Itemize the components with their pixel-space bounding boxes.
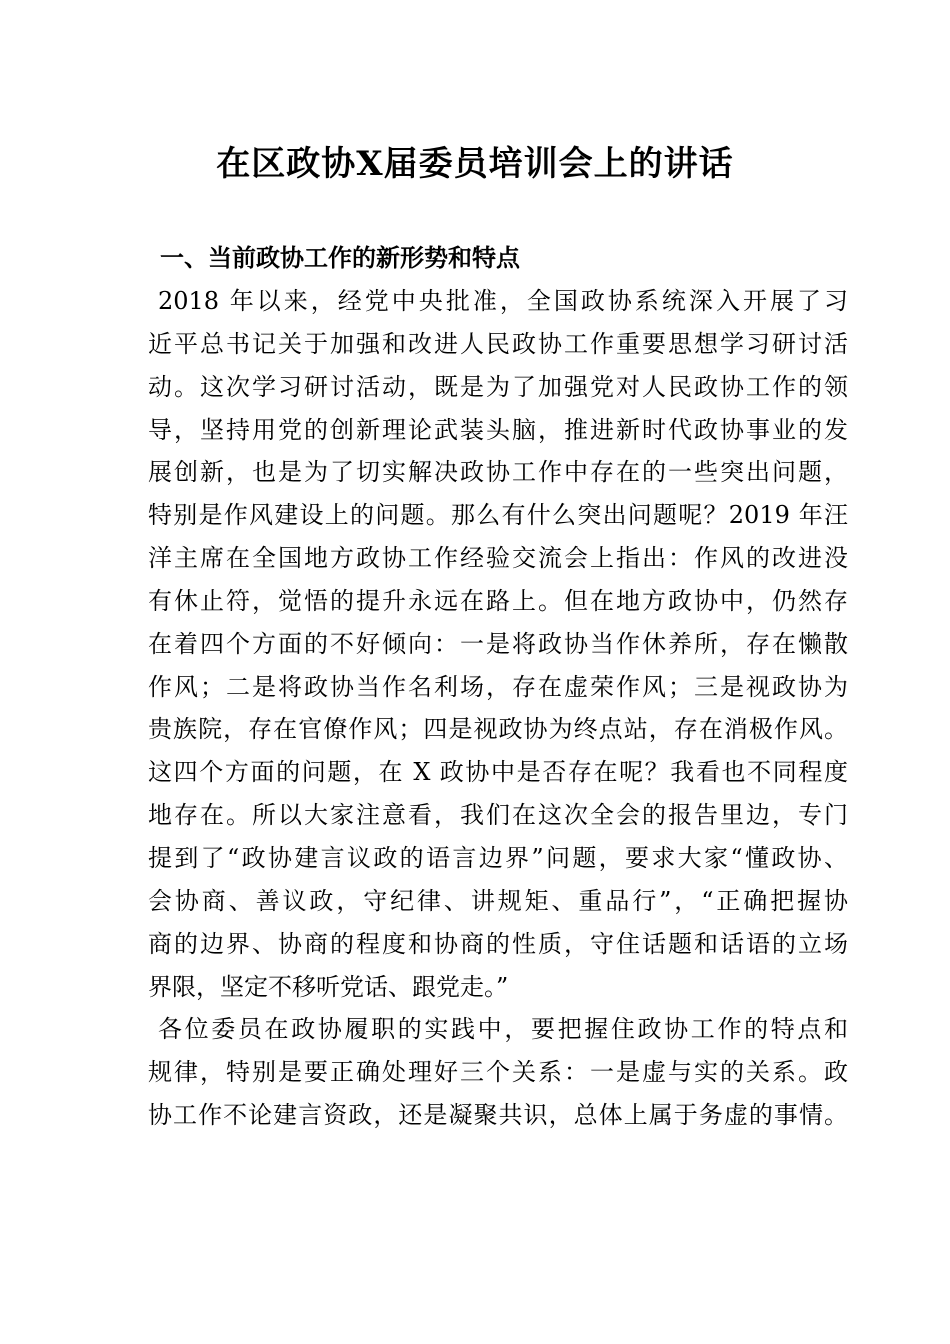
text-line: 动。这次学习研讨活动，既是为了加强党对人民政协工作的领 — [148, 372, 848, 401]
text-line: 洋主席在全国地方政协工作经验交流会上指出：作风的改进没 — [148, 544, 848, 573]
text-line: 提到了“政协建言议政的语言边界”问题，要求大家“懂政协、 — [148, 843, 848, 872]
text-line: 协工作不论建言资政，还是凝聚共识，总体上属于务虚的事情。 — [148, 1101, 848, 1130]
text-line: 地存在。所以大家注意看，我们在这次全会的报告里边，专门 — [148, 801, 848, 830]
text-line: 2018 年以来，经党中央批准，全国政协系统深入开展了习 — [158, 287, 848, 315]
text-line: 会协商、善议政，守纪律、讲规矩、重品行”，“正确把握协 — [148, 886, 848, 915]
text-line: 商的边界、协商的程度和协商的性质，守住话题和话语的立场 — [148, 929, 848, 958]
paragraph — [148, 282, 848, 1010]
document-body — [148, 282, 848, 1139]
text-line: 各位委员在政协履职的实践中，要把握住政协工作的特点和 — [158, 1015, 848, 1044]
text-line: 这四个方面的问题，在 X 政协中是否存在呢？我看也不同程度 — [148, 758, 848, 787]
text-line: 导，坚持用党的创新理论武装头脑，推进新时代政协事业的发 — [148, 415, 848, 444]
section-heading: 一、当前政协工作的新形势和特点 — [160, 244, 520, 272]
text-line: 界限，坚定不移听党话、跟党走。” — [148, 972, 509, 1001]
document-title: 在区政协X届委员培训会上的讲话 — [216, 144, 734, 184]
text-line: 特别是作风建设上的问题。那么有什么突出问题呢？2019 年汪 — [148, 501, 848, 530]
text-line: 有休止符，觉悟的提升永远在路上。但在地方政协中，仍然存 — [148, 586, 848, 615]
text-line: 近平总书记关于加强和改进人民政协工作重要思想学习研讨活 — [148, 329, 848, 358]
text-line: 在着四个方面的不好倾向：一是将政协当作休养所，存在懒散 — [148, 629, 848, 658]
text-line: 规律，特别是要正确处理好三个关系：一是虚与实的关系。政 — [148, 1058, 848, 1087]
paragraph — [148, 1010, 848, 1139]
text-line: 作风；二是将政协当作名利场，存在虚荣作风；三是视政协为 — [148, 672, 848, 701]
text-line: 展创新，也是为了切实解决政协工作中存在的一些突出问题， — [148, 458, 848, 487]
text-line: 贵族院，存在官僚作风；四是视政协为终点站，存在消极作风。 — [148, 715, 848, 744]
